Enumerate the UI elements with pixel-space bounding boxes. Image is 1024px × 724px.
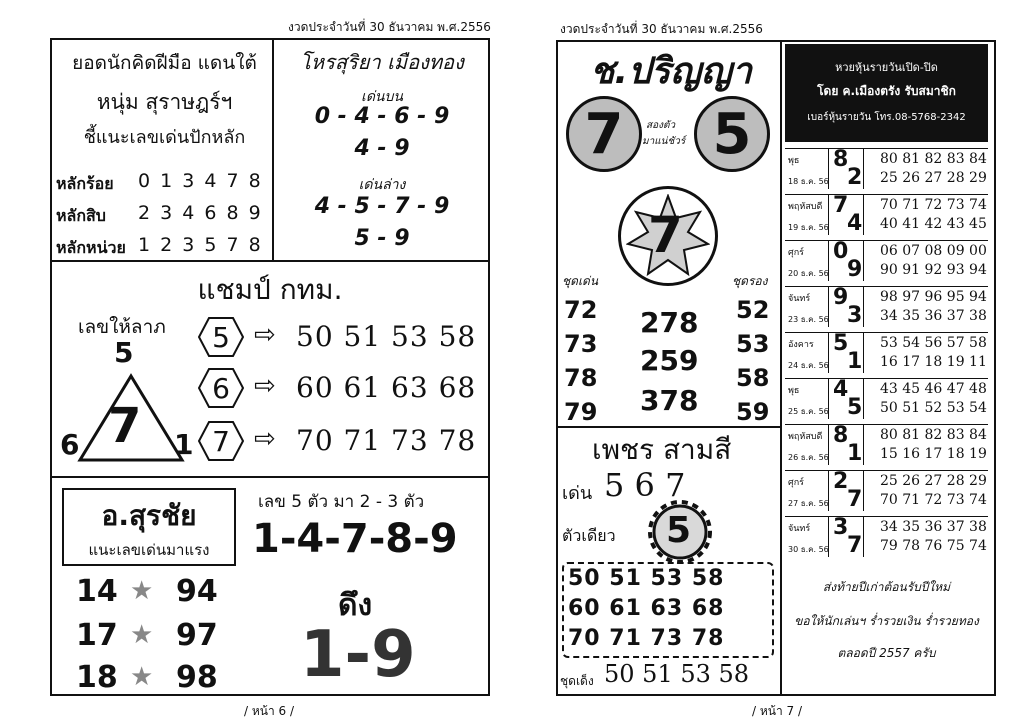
pet-set-digits: 50 51 53 58 bbox=[604, 660, 750, 688]
numbers-top: 80 81 82 83 84 bbox=[880, 427, 987, 443]
digit-top: 3 bbox=[833, 515, 849, 540]
mid-subtitle: เลขให้ลาภ bbox=[78, 316, 166, 338]
pet-den-digits: 5 6 7 bbox=[604, 466, 686, 504]
pet-den-label: เด่น bbox=[562, 483, 593, 504]
digit-top: 9 bbox=[833, 285, 849, 310]
featured-digits: 1-4-7-8-9 bbox=[252, 516, 458, 562]
numbers-bottom: 16 17 18 19 11 bbox=[880, 354, 987, 370]
date-label: 27 ธ.ค. 56 bbox=[788, 499, 829, 508]
tr-upper2: 4 - 9 bbox=[354, 136, 410, 161]
digit-bottom: 4 bbox=[847, 211, 863, 236]
tr-lower2: 5 - 9 bbox=[354, 226, 410, 251]
numbers-bottom: 25 26 27 28 29 bbox=[880, 170, 987, 186]
center-set-item: 278 bbox=[640, 306, 699, 339]
number-row: 60 61 63 68 bbox=[296, 371, 477, 404]
advisor-name: อ.สุรชัย bbox=[101, 499, 197, 532]
star-number: 7 bbox=[648, 206, 683, 264]
ball-left: 7 bbox=[566, 96, 642, 172]
center-set-item: 378 bbox=[640, 384, 699, 417]
right-arrow-icon: ⇨ bbox=[254, 320, 276, 350]
digit-top: 5 bbox=[833, 331, 849, 356]
tri-center: 7 bbox=[108, 398, 142, 454]
star-icon: ★ bbox=[130, 620, 154, 650]
pair-a: 18 bbox=[76, 660, 118, 695]
tri-left: 6 bbox=[60, 428, 80, 461]
day-label: จันทร์ bbox=[788, 294, 811, 304]
day-label: อังคาร bbox=[788, 340, 814, 350]
table-row bbox=[785, 470, 988, 510]
digit-bottom: 7 bbox=[847, 533, 863, 558]
tr-upper-label: เด่นบน bbox=[361, 89, 403, 105]
date-label: 23 ธ.ค. 56 bbox=[788, 315, 829, 324]
alt-set-item: 52 bbox=[736, 296, 770, 324]
digit-top: 2 bbox=[833, 469, 849, 494]
digit-top: 0 bbox=[833, 239, 849, 264]
date-label: 24 ธ.ค. 56 bbox=[788, 361, 829, 370]
digit-bottom: 2 bbox=[847, 165, 863, 190]
pet-grid-row: 60 61 63 68 bbox=[568, 596, 725, 621]
closing-line3: ตลอดปี 2557 ครับ bbox=[837, 646, 936, 660]
tr-lower1: 4 - 5 - 7 - 9 bbox=[314, 194, 450, 219]
promo-line1: หวยหุ้นรายวันเปิด-ปิด bbox=[835, 61, 938, 74]
brand-title: ช.ปริญญา bbox=[590, 51, 752, 92]
rule-text: เลข 5 ตัว มา 2 - 3 ตัว bbox=[258, 492, 425, 512]
main-set-item: 72 bbox=[564, 296, 598, 324]
star-icon: ★ bbox=[130, 576, 154, 606]
pet-title: เพชร สามสี bbox=[592, 433, 732, 466]
digit-top: 7 bbox=[833, 193, 849, 218]
advisor-tagline: แนะเลขเด่นมาแรง bbox=[88, 541, 210, 559]
tl-title1: ยอดนักคิดฝีมือ แดนใต้ bbox=[72, 52, 257, 74]
alt-set-item: 53 bbox=[736, 330, 770, 358]
star-icon: ★ bbox=[130, 662, 154, 692]
pet-grid-row: 70 71 73 78 bbox=[568, 626, 725, 651]
right-arrow-icon: ⇨ bbox=[254, 424, 276, 454]
table-row bbox=[785, 240, 988, 280]
left-header: งวดประจำวันที่ 30 ธันวาคม พ.ศ.2556 bbox=[288, 20, 491, 34]
table-row bbox=[785, 194, 988, 234]
numbers-bottom: 15 16 17 18 19 bbox=[880, 446, 987, 462]
digit-bottom: 9 bbox=[847, 257, 863, 282]
digit-bottom: 3 bbox=[847, 303, 863, 328]
digit-top: 8 bbox=[833, 147, 849, 172]
center-set-item: 259 bbox=[640, 344, 699, 377]
table-row bbox=[785, 332, 988, 372]
numbers-top: 98 97 96 95 94 bbox=[880, 289, 987, 305]
digit-bottom: 1 bbox=[847, 441, 863, 466]
alt-set-item: 59 bbox=[736, 398, 770, 426]
date-label: 26 ธ.ค. 56 bbox=[788, 453, 829, 462]
date-label: 20 ธ.ค. 56 bbox=[788, 269, 829, 278]
tl-title2: หนุ่ม สุราษฎร์ฯ bbox=[96, 90, 233, 114]
numbers-top: 70 71 72 73 74 bbox=[880, 197, 987, 213]
main-set-label: ชุดเด่น bbox=[562, 274, 599, 288]
tr-title: โหรสุริยา เมืองทอง bbox=[300, 50, 464, 74]
date-label: 30 ธ.ค. 56 bbox=[788, 545, 829, 554]
left-footer: / หน้า 6 / bbox=[244, 704, 295, 718]
right-footer: / หน้า 7 / bbox=[752, 704, 803, 718]
hex-number: 6 bbox=[212, 371, 230, 405]
number-row: 70 71 73 78 bbox=[296, 424, 477, 457]
promo-line3: เบอร์หุ้นรายวัน โทร.08-5768-2342 bbox=[807, 112, 966, 123]
day-label: พฤหัสบดี bbox=[788, 202, 823, 212]
tl-title3: ชี้แนะเลขเด่นปักหลัก bbox=[83, 127, 246, 148]
pair-a: 17 bbox=[76, 618, 118, 653]
pet-single-label: ตัวเดียว bbox=[562, 526, 616, 545]
day-label: ศุกร์ bbox=[788, 248, 804, 258]
pet-grid-row: 50 51 53 58 bbox=[568, 566, 725, 591]
right-header: งวดประจำวันที่ 30 ธันวาคม พ.ศ.2556 bbox=[560, 22, 763, 36]
right-arrow-icon: ⇨ bbox=[254, 371, 276, 401]
numbers-bottom: 90 91 92 93 94 bbox=[880, 262, 987, 278]
promo-line2: โดย ค.เมืองตรัง รับสมาชิก bbox=[817, 84, 956, 98]
tl-row-digits: 1 2 3 5 7 8 bbox=[138, 234, 263, 256]
tr-lower-label: เด่นล่าง bbox=[358, 177, 406, 193]
day-label: พุธ bbox=[788, 386, 800, 396]
numbers-bottom: 50 51 52 53 54 bbox=[880, 400, 987, 416]
table-row bbox=[785, 286, 988, 326]
tl-row-label: หลักร้อย bbox=[56, 174, 114, 193]
tl-row-label: หลักสิบ bbox=[56, 206, 106, 225]
numbers-top: 80 81 82 83 84 bbox=[880, 151, 987, 167]
numbers-top: 43 45 46 47 48 bbox=[880, 381, 987, 397]
numbers-top: 34 35 36 37 38 bbox=[880, 519, 987, 535]
pet-single-digit: 5 bbox=[666, 510, 692, 551]
table-row bbox=[785, 148, 988, 188]
mid-title: แชมป์ กทม. bbox=[197, 273, 343, 306]
closing-line1: ส่งท้ายปีเก่าต้อนรับปีใหม่ bbox=[822, 580, 951, 594]
pull-label: ดึง bbox=[338, 588, 373, 623]
tl-row-label: หลักหน่วย bbox=[56, 238, 126, 257]
date-label: 18 ธ.ค. 56 bbox=[788, 177, 829, 186]
day-label: จันทร์ bbox=[788, 524, 811, 534]
numbers-bottom: 40 41 42 43 45 bbox=[880, 216, 987, 232]
digit-top: 8 bbox=[833, 423, 849, 448]
table-row bbox=[785, 378, 988, 418]
ball-right: 5 bbox=[694, 96, 770, 172]
table-row bbox=[785, 424, 988, 464]
pair-b: 98 bbox=[176, 660, 218, 695]
date-label: 19 ธ.ค. 56 bbox=[788, 223, 829, 232]
numbers-bottom: 79 78 76 75 74 bbox=[880, 538, 987, 554]
table-row bbox=[785, 516, 988, 556]
number-row: 50 51 53 58 bbox=[296, 320, 477, 353]
alt-set-item: 58 bbox=[736, 364, 770, 392]
alt-set-label: ชุดรอง bbox=[732, 274, 768, 288]
pair-b: 97 bbox=[176, 618, 218, 653]
main-set-item: 78 bbox=[564, 364, 598, 392]
tl-row-digits: 0 1 3 4 7 8 bbox=[138, 170, 263, 192]
hex-number: 7 bbox=[212, 424, 230, 458]
hex-number: 5 bbox=[212, 320, 230, 354]
numbers-top: 53 54 56 57 58 bbox=[880, 335, 987, 351]
numbers-top: 25 26 27 28 29 bbox=[880, 473, 987, 489]
pair-a: 14 bbox=[76, 574, 118, 609]
pet-set-label: ชุดเด็ง bbox=[560, 674, 594, 688]
ball-caption2: มาแน่ชัวร์ bbox=[642, 136, 686, 147]
main-set-item: 73 bbox=[564, 330, 598, 358]
closing-line2: ขอให้นักเล่นฯ ร่ำรวยเงิน ร่ำรวยทอง bbox=[794, 614, 979, 628]
tri-top: 5 bbox=[114, 336, 134, 369]
numbers-bottom: 70 71 72 73 74 bbox=[880, 492, 987, 508]
digit-bottom: 7 bbox=[847, 487, 863, 512]
tr-upper1: 0 - 4 - 6 - 9 bbox=[314, 104, 450, 129]
numbers-top: 06 07 08 09 00 bbox=[880, 243, 987, 259]
digit-top: 4 bbox=[833, 377, 849, 402]
day-label: ศุกร์ bbox=[788, 478, 804, 488]
date-label: 25 ธ.ค. 56 bbox=[788, 407, 829, 416]
day-label: พุธ bbox=[788, 156, 800, 166]
numbers-bottom: 34 35 36 37 38 bbox=[880, 308, 987, 324]
ball-caption1: สองตัว bbox=[646, 120, 676, 131]
tri-right: 1 bbox=[174, 428, 194, 461]
main-set-item: 79 bbox=[564, 398, 598, 426]
digit-bottom: 5 bbox=[847, 395, 863, 420]
tl-row-digits: 2 3 4 6 8 9 bbox=[138, 202, 263, 224]
digit-bottom: 1 bbox=[847, 349, 863, 374]
pair-b: 94 bbox=[176, 574, 218, 609]
day-label: พฤหัสบดี bbox=[788, 432, 823, 442]
pull-digits: 1-9 bbox=[300, 618, 416, 692]
